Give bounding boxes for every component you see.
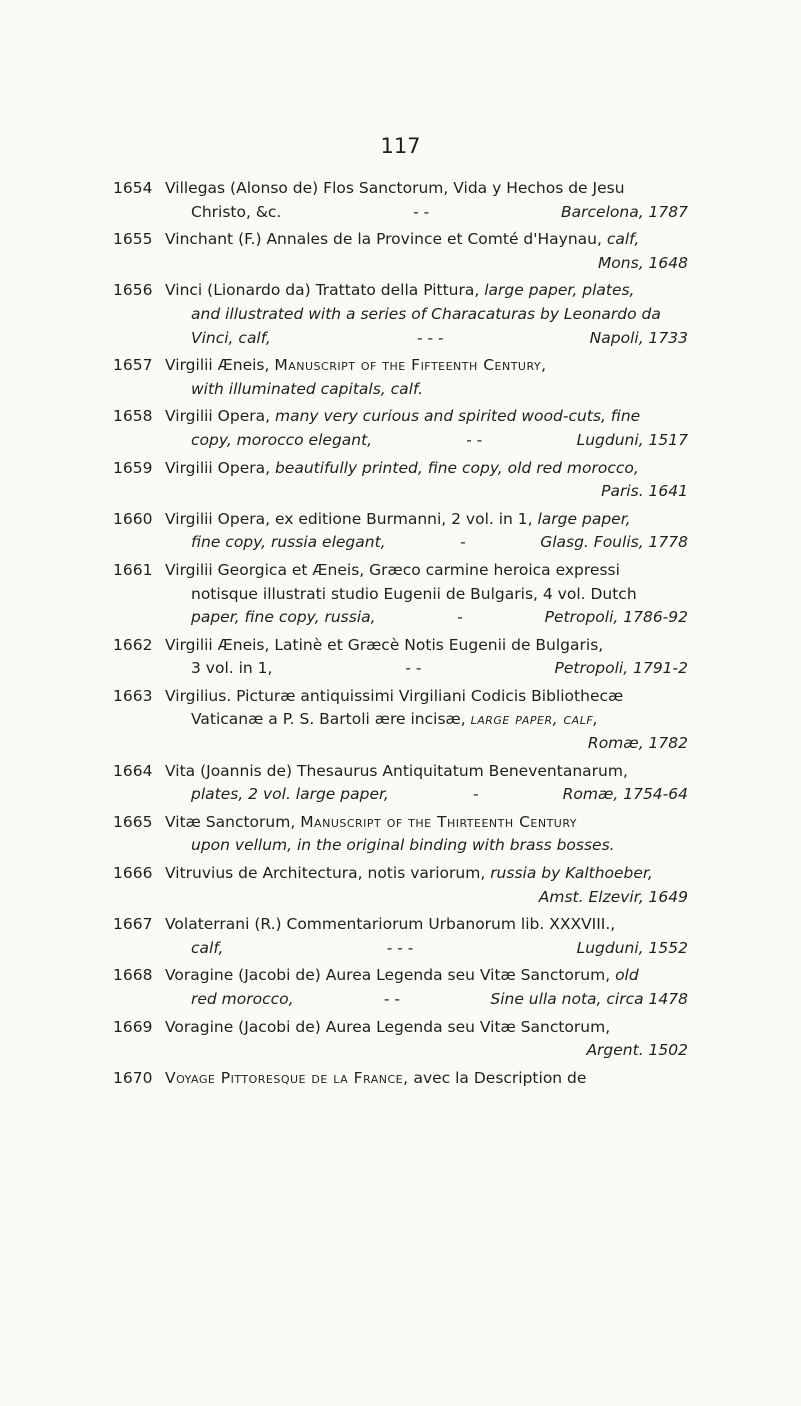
entry-description: plates, 2 vol. large paper,: [191, 785, 389, 804]
entry-dashes: - -: [405, 659, 422, 678]
entry-imprint: Romæ, 1782: [587, 734, 688, 753]
entry-imprint: Lugduni, 1517: [576, 430, 688, 449]
entry-line: Volaterrani (R.) Commentariorum Urbanorum lib. XXXVIII.,: [165, 915, 616, 934]
entry-text: Virgilii Opera, ex editione Burmanni, 2 vol. in 1,: [165, 509, 538, 528]
catalogue-entry: [0, 177, 801, 224]
entry-number: 1664: [113, 761, 153, 780]
entry-line: [165, 279, 688, 303]
catalogue-entry: [0, 862, 801, 909]
entry-line: [191, 201, 688, 225]
entry-description: Manuscript of the Fifteenth Century,: [274, 356, 547, 375]
entry-imprint: Petropoli, 1791-2: [554, 659, 688, 678]
entry-line: Virgilii Georgica et Æneis, Græco carmine heroica expressi: [165, 560, 620, 579]
catalogue-entry: [0, 964, 801, 1011]
entry-line: [191, 708, 688, 732]
entry-line: [165, 354, 688, 378]
catalogue-entry: [0, 811, 801, 858]
entry-description: fine copy, russia elegant,: [191, 533, 386, 552]
entry-dashes: -: [472, 785, 479, 804]
entry-description: large paper, calf,: [470, 710, 599, 729]
entry-line: Voragine (Jacobi de) Aurea Legenda seu Vitæ Sanctorum,: [165, 1017, 611, 1036]
entry-imprint: Petropoli, 1786-92: [544, 608, 688, 627]
entry-binding: red morocco,: [191, 990, 294, 1008]
catalogue-entry: [0, 279, 801, 350]
entry-description: large paper,: [537, 509, 631, 528]
entry-binding: russia by Kalthoeber,: [490, 864, 653, 883]
entry-description: large paper, plates,: [484, 281, 635, 300]
entry-description: and illustrated with a series of Characaturas by Leonardo da: [191, 304, 661, 323]
entry-line: [191, 937, 688, 961]
entry-number: 1665: [113, 812, 153, 831]
entry-dashes: -: [460, 533, 466, 552]
catalogue-entries: [0, 177, 801, 1094]
entry-line: [191, 303, 688, 327]
catalogue-entry: [0, 1067, 801, 1091]
entry-description: paper, fine copy, russia,: [191, 608, 376, 627]
catalogue-entry: [0, 354, 801, 401]
entry-line: [191, 1039, 688, 1063]
entry-number: 1670: [113, 1068, 153, 1087]
entry-text: Virgilii Opera,: [165, 458, 275, 477]
entry-number: 1667: [113, 915, 153, 934]
entry-text: Vitruvius de Architectura, notis variorum,: [165, 864, 491, 883]
entry-line: [165, 508, 688, 532]
entry-number: 1654: [113, 179, 153, 197]
entry-text: 3 vol. in 1,: [191, 659, 273, 678]
entry-text: Vinchant (F.) Annales de la Province et Comté d'Haynau,: [165, 230, 607, 249]
entry-text: Voragine (Jacobi de) Aurea Legenda seu Vitæ Sanctorum,: [165, 966, 616, 985]
entry-text: Virgilii Opera,: [165, 407, 275, 426]
entry-imprint: Mons, 1648: [597, 253, 688, 272]
entry-number: 1668: [113, 966, 153, 985]
catalogue-entry: [0, 685, 801, 756]
catalogue-entry: [0, 508, 801, 555]
entry-description: with illuminated capitals, calf.: [191, 379, 424, 398]
entry-dashes: - - -: [416, 328, 444, 347]
entry-dashes: - -: [383, 990, 401, 1008]
entry-line: [191, 783, 688, 807]
entry-dashes: -: [457, 608, 463, 627]
entry-line: [191, 531, 688, 555]
catalogue-entry: [0, 913, 801, 960]
page-number: 117: [380, 134, 421, 158]
entry-number: 1655: [113, 230, 153, 249]
catalogue-entry: [0, 634, 801, 681]
entry-line: [191, 327, 688, 351]
entry-number: 1661: [113, 560, 153, 579]
entry-imprint: Amst. Elzevir, 1649: [538, 887, 688, 906]
entry-imprint: Romæ, 1754-64: [562, 785, 688, 804]
entry-description: beautifully printed, fine copy, old red morocco,: [274, 458, 639, 477]
entry-title: Voyage Pittoresque de la France,: [165, 1068, 409, 1087]
entry-number: 1662: [113, 635, 153, 654]
entry-line: Virgilii Æneis, Latinè et Græcè Notis Eugenii de Bulgaris,: [165, 635, 604, 654]
entry-line: [191, 657, 688, 681]
entry-line: [165, 1067, 688, 1091]
entry-line: [191, 988, 688, 1012]
entry-line: [191, 606, 688, 630]
entry-line: Vita (Joannis de) Thesaurus Antiquitatum Beneventanarum,: [165, 761, 628, 780]
entry-line: Villegas (Alonso de) Flos Sanctorum, Vida y Hechos de Jesu: [165, 179, 625, 197]
entry-line: [165, 405, 688, 429]
entry-line: [165, 862, 688, 886]
catalogue-entry: [0, 559, 801, 630]
entry-imprint: Lugduni, 1552: [576, 938, 688, 957]
entry-number: 1658: [113, 407, 153, 426]
entry-line: [165, 811, 688, 835]
entry-line: Virgilius. Picturæ antiquissimi Virgiliani Codicis Bibliothecæ: [165, 686, 624, 705]
entry-binding: old: [615, 966, 639, 985]
entry-imprint: Sine ulla nota, circa 1478: [490, 990, 688, 1008]
entry-number: 1656: [113, 281, 153, 300]
entry-description: many very curious and spirited wood-cuts, fine: [274, 407, 641, 426]
entry-description: Manuscript of the Thirteenth Century: [300, 812, 577, 831]
entry-line: [191, 252, 688, 276]
entry-imprint: Barcelona, 1787: [561, 202, 688, 221]
entry-description: upon vellum, in the original binding with brass bosses.: [191, 836, 615, 855]
entry-line: [191, 480, 688, 504]
entry-imprint: Paris. 1641: [601, 482, 688, 501]
entry-line: [191, 886, 688, 910]
catalogue-entry: [0, 457, 801, 504]
entry-text: Vitæ Sanctorum,: [165, 812, 301, 831]
catalogue-entry: [0, 760, 801, 807]
entry-dashes: - -: [466, 430, 483, 449]
entry-line: [165, 228, 688, 252]
entry-imprint: Napoli, 1733: [589, 328, 688, 347]
entry-line: [191, 834, 688, 858]
entry-number: 1666: [113, 864, 153, 883]
catalogue-entry: [0, 405, 801, 452]
entry-number: 1660: [113, 509, 153, 528]
catalogue-entry: [0, 1016, 801, 1063]
entry-binding: calf,: [191, 938, 224, 957]
entry-dashes: - - -: [386, 938, 414, 957]
entry-text: Virgilii Æneis,: [165, 356, 275, 375]
entry-imprint: Argent. 1502: [586, 1041, 688, 1060]
entry-text: Vinci (Lionardo da) Trattato della Pittura,: [165, 281, 485, 300]
entry-line: [165, 457, 688, 481]
entry-imprint: Glasg. Foulis, 1778: [540, 533, 688, 552]
entry-line: [165, 964, 688, 988]
entry-line: [191, 429, 688, 453]
catalogue-entry: [0, 228, 801, 275]
entry-description: copy, morocco elegant,: [191, 430, 373, 449]
entry-line: [191, 732, 688, 756]
entry-text: avec la Description de: [408, 1068, 587, 1087]
entry-number: 1659: [113, 458, 153, 477]
entry-text: Vaticanæ a P. S. Bartoli ære incisæ,: [191, 710, 471, 729]
entry-number: 1657: [113, 356, 153, 375]
entry-number: 1663: [113, 686, 153, 705]
entry-line: notisque illustrati studio Eugenii de Bulgaris, 4 vol. Dutch: [191, 584, 637, 603]
entry-binding: calf,: [606, 230, 640, 249]
entry-dashes: - -: [413, 202, 430, 221]
entry-description: Vinci, calf,: [191, 328, 271, 347]
entry-number: 1669: [113, 1017, 153, 1036]
entry-line: [191, 378, 688, 402]
entry-text: Christo, &c.: [191, 202, 282, 221]
